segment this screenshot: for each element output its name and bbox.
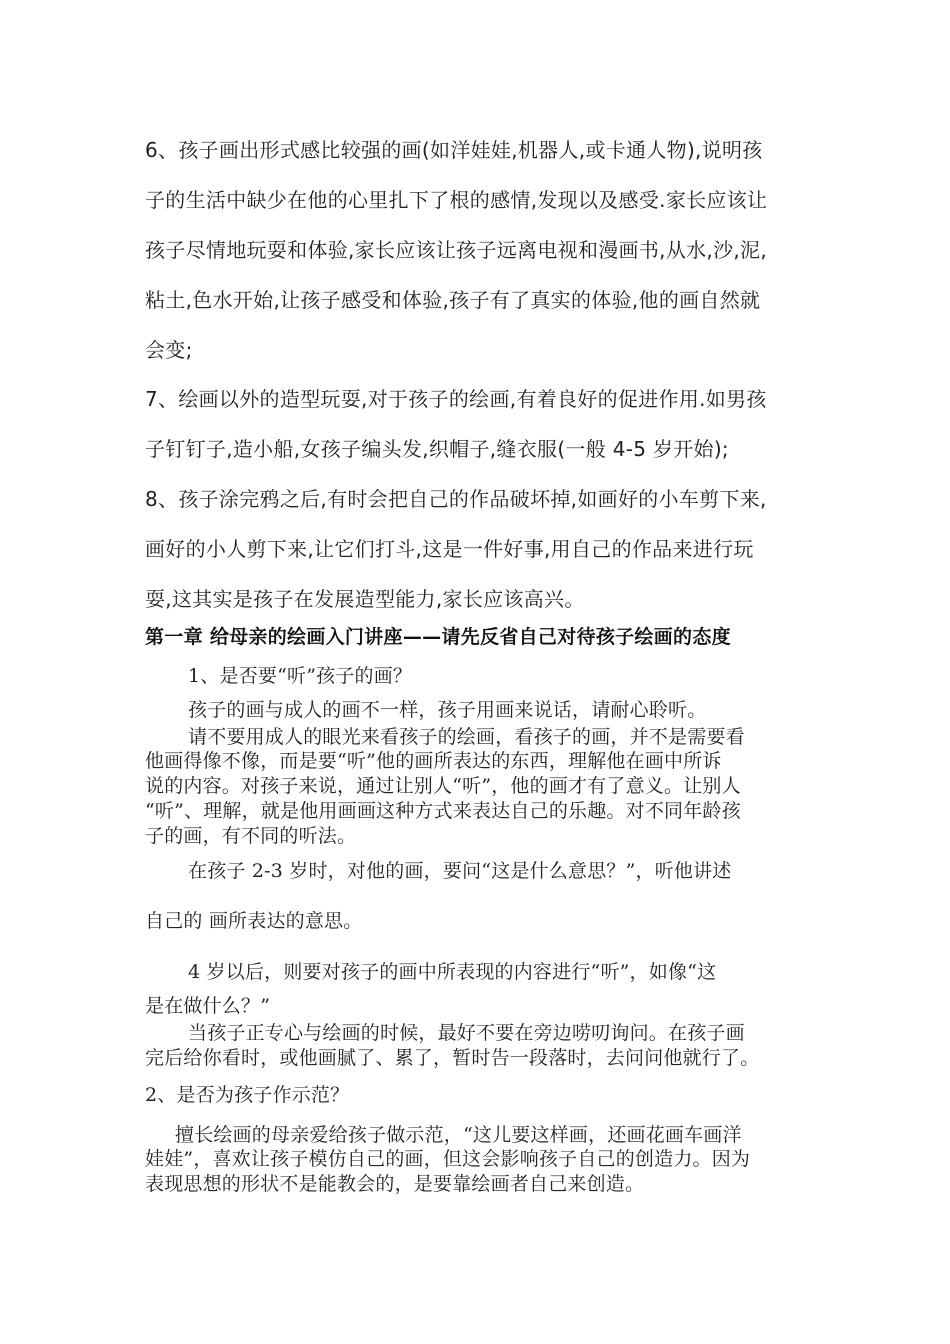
text-line: 8、孩子涂完鸦之后,有时会把自己的作品破坏掉,如画好的小车剪下来,	[145, 487, 767, 511]
section-heading: 2、是否为孩子作示范？	[145, 1084, 350, 1106]
text-line: “听”、理解，就是他用画画这种方式来表达自己的乐趣。对不同年龄孩	[145, 800, 741, 822]
text-line: 7、绘画以外的造型玩耍,对于孩子的绘画,有着良好的促进作用.如男孩	[145, 387, 767, 411]
text-line: 子钉钉子,造小船,女孩子编头发,织帽子,缝衣服(一般 4-5 岁开始);	[145, 437, 729, 461]
text-line: 是在做什么？”	[145, 995, 271, 1017]
text-line: 4 岁以后，则要对孩子的画中所表现的内容进行“听”，如像“这	[188, 961, 717, 983]
text-line: 他画得像不像，而是要“听”他的画所表达的东西，理解他在画中所诉	[145, 750, 722, 772]
text-line: 表现思想的形状不是能教会的，是要靠绘画者自己来创造。	[145, 1173, 645, 1195]
text-line: 耍,这其实是孩子在发展造型能力,家长应该高兴。	[145, 587, 585, 611]
text-line: 孩子尽情地玩耍和体验,家长应该让孩子远离电视和漫画书,从水,沙,泥,	[145, 238, 767, 262]
text-line: 孩子的画与成人的画不一样，孩子用画来说话，请耐心聆听。	[188, 699, 707, 721]
text-line: 画好的小人剪下来,让它们打斗,这是一件好事,用自己的作品来进行玩	[145, 537, 754, 561]
text-line: 完后给你看时，或他画腻了、累了，暂时告一段落时，去问问他就行了。	[145, 1047, 760, 1069]
chapter-heading: 第一章 给母亲的绘画入门讲座——请先反省自己对待孩子绘画的态度	[145, 626, 731, 648]
text-line: 说的内容。对孩子来说，通过让别人“听”，他的画才有了意义。让别人	[145, 775, 741, 797]
text-line: 请不要用成人的眼光来看孩子的绘画，看孩子的画，并不是需要看	[188, 726, 745, 748]
text-line: 在孩子 2-3 岁时，对他的画，要问“这是什么意思？”，听他讲述	[188, 860, 732, 882]
text-line: 当孩子正专心与绘画的时候，最好不要在旁边唠叨询问。在孩子画	[188, 1022, 745, 1044]
text-line: 粘土,色水开始,让孩子感受和体验,孩子有了真实的体验,他的画自然就	[145, 288, 761, 312]
text-line: 子的生活中缺少在他的心里扎下了根的感情,发现以及感受.家长应该让	[145, 188, 768, 212]
text-line: 子的画，有不同的听法。	[145, 825, 357, 847]
text-line: 娃娃”，喜欢让孩子模仿自己的画，但这会影响孩子自己的创造力。因为	[145, 1148, 751, 1170]
text-line: 自己的 画所表达的意思。	[145, 910, 363, 932]
section-heading: 1、是否要“听”孩子的画？	[188, 665, 413, 687]
text-line: 6、孩子画出形式感比较强的画(如洋娃娃,机器人,或卡通人物),说明孩	[145, 138, 763, 162]
text-line: 擅长绘画的母亲爱给孩子做示范，“这儿要这样画，还画花画车画洋	[175, 1124, 742, 1146]
text-line: 会变;	[145, 338, 193, 362]
